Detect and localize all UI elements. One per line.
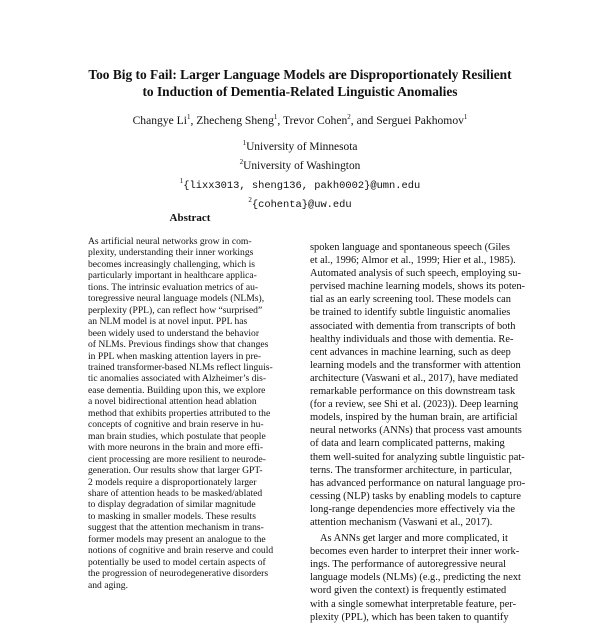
text-line: ings. The performance of autoregressive neural: [310, 559, 506, 571]
text-line: (for a review, see Shi et al. (2023)). Deep learning: [310, 399, 519, 411]
author-separator: ,: [190, 113, 197, 127]
title-line-2: to Induction of Dementia-Related Linguistic Anomalies: [142, 84, 458, 99]
text-line: to masking in smaller models. These results: [88, 510, 256, 522]
text-line: long-range dependencies more effectively via the: [310, 503, 515, 515]
text-line: former models may present an analogue to the: [88, 533, 266, 545]
text-line: cessing (NLP) tasks by enabling models to capture: [310, 490, 521, 502]
text-line: and aging.: [88, 579, 128, 591]
email: [60, 193, 540, 213]
text-line: toregressive neural language models (NLMs),: [88, 293, 265, 305]
text-line: with a single somewhat interpretable feature, per-: [310, 598, 517, 610]
paper-title: [40, 66, 560, 100]
text-line: trained transformer-based NLMs reflect linguis-: [88, 361, 273, 373]
body-paragraph-2: [310, 532, 532, 624]
email-mark: 2: [248, 196, 252, 205]
text-line: with more neurons in the brain and more effi-: [88, 442, 264, 454]
author-list: [20, 110, 580, 128]
author-affiliation-mark: 1: [186, 113, 191, 121]
text-line: ease dementia. Building upon this, we explore: [88, 384, 266, 396]
text-line: in PPL when masking attention layers in pre-: [88, 350, 262, 362]
author-separator: ,: [277, 113, 283, 127]
author-name: Zhecheng Sheng: [196, 113, 274, 127]
text-line: becomes increasingly challenging, which is: [88, 258, 256, 270]
affiliation-mark: 2: [239, 157, 244, 166]
text-line: has advanced performance on natural language pro-: [310, 477, 526, 489]
affiliation-name: University of Minnesota: [246, 140, 358, 153]
text-line: associated with dementia from transcripts of both: [310, 320, 516, 332]
text-line: Automated analysis of such speech, employing su-: [310, 268, 521, 280]
abstract-heading: Abstract: [169, 212, 211, 224]
text-line: generation. Our results show that larger GPT-: [88, 465, 263, 477]
author-name: Trevor Cohen: [282, 113, 348, 127]
text-line: share of attention heads to be masked/ablated: [88, 487, 263, 499]
text-line: suggest that the attention mechanism in trans-: [88, 522, 264, 534]
text-line: an NLM model is at novel input. PPL has: [88, 316, 248, 328]
text-line: models, inspired by the human brain, are artificial: [310, 412, 518, 424]
text-line: the progression of neurodegenerative disorders: [88, 568, 269, 580]
text-line: man brain studies, which postulate that people: [88, 430, 266, 442]
text-line: plexity (PPL), which has been taken to quantify: [310, 611, 509, 623]
author-affiliation-mark: 2: [347, 113, 351, 121]
text-line: As ANNs get larger and more complicated, it: [320, 533, 508, 545]
body-column-right: [310, 241, 532, 624]
email-address: {cohenta}@uw.edu: [251, 199, 352, 212]
text-line: method that exhibits properties attributed to the: [88, 407, 271, 419]
text-line: be trained to identify subtle linguistic anomalies: [310, 307, 511, 319]
text-line: tial as an early screening tool. These models can: [310, 294, 511, 306]
body-paragraph-1: [310, 241, 532, 529]
text-line: cent advances in machine learning, such as deep: [310, 346, 511, 358]
text-line: concepts of cognitive and brain reserve in hu-: [88, 419, 264, 431]
text-line: tions. The intrinsic evaluation metrics of au-: [88, 281, 259, 293]
text-line: plexity, understanding their inner workings: [88, 247, 254, 259]
title-line-1: Too Big to Fail: Larger Language Models are Disproportionately Resilient: [88, 67, 512, 82]
abstract-body: [88, 236, 296, 591]
text-line: to display degradation of similar magnitude: [88, 499, 256, 511]
author-affiliation-mark: 1: [463, 113, 468, 121]
text-line: attention mechanism (Vaswani et al., 2017).: [310, 516, 493, 528]
text-line: pervised machine learning models, shows its poten-: [310, 281, 525, 293]
text-line: remarkable performance on this downstream task: [310, 386, 516, 398]
text-line: terns. The transformer architecture, in particular,: [310, 464, 512, 476]
text-line: potentially be used to model certain aspects of: [88, 556, 266, 568]
email-mark: 1: [179, 176, 184, 185]
author-affiliation-mark: 1: [273, 113, 278, 121]
author-name: Changye Li: [132, 113, 187, 127]
text-line: becomes even harder to interpret their inner work-: [310, 546, 520, 558]
affiliation: [60, 155, 540, 174]
text-line: learning models and the transformer with attention: [310, 359, 521, 371]
author-separator: , and: [350, 113, 377, 127]
text-line: of NLMs. Previous findings show that changes: [88, 339, 269, 351]
text-line: particularly important in healthcare applica-: [88, 270, 257, 282]
text-line: a novel bidirectional attention head ablation: [88, 396, 257, 408]
author-name: Serguei Pakhomov: [376, 113, 464, 127]
text-line: cient processing are more resilient to neurode-: [88, 453, 266, 465]
affiliation-block: [60, 136, 540, 213]
text-line: As artificial neural networks grow in com-: [88, 236, 252, 247]
text-line: tic anomalies associated with Alzheimer’s dis-: [88, 373, 267, 385]
email-address: {lixx3013, sheng136, pakh0002}@umn.edu: [183, 179, 421, 192]
text-line: neural networks (ANNs) that process vast amounts: [310, 425, 522, 437]
text-line: perplexity (PPL), can reflect how “surprised”: [88, 304, 263, 316]
text-line: language models (NLMs) (e.g., predicting the next: [310, 572, 521, 584]
text-line: spoken language and spontaneous speech (Giles: [310, 242, 510, 253]
text-line: healthy individuals and those with dementia. Re-: [310, 333, 514, 345]
affiliation-mark: 1: [242, 139, 247, 147]
text-line: architecture (Vaswani et al., 2017), have mediated: [310, 372, 519, 384]
text-line: et al., 1996; Almor et al., 1999; Hier et al., 1985).: [310, 255, 516, 267]
text-line: been widely used to understand the behavior: [88, 327, 260, 339]
text-line: them well-suited for analyzing subtle linguistic pat-: [310, 451, 525, 463]
email: [60, 174, 540, 194]
text-line: notions of cognitive and brain reserve and could: [88, 545, 274, 557]
text-line: of data and learn complicated patterns, making: [310, 438, 505, 450]
affiliation: [60, 136, 540, 155]
affiliation-name: University of Washington: [243, 159, 361, 172]
text-line: 2 models require a disproportionately larger: [88, 476, 257, 488]
text-line: word given the context) is frequently estimated: [310, 585, 507, 597]
